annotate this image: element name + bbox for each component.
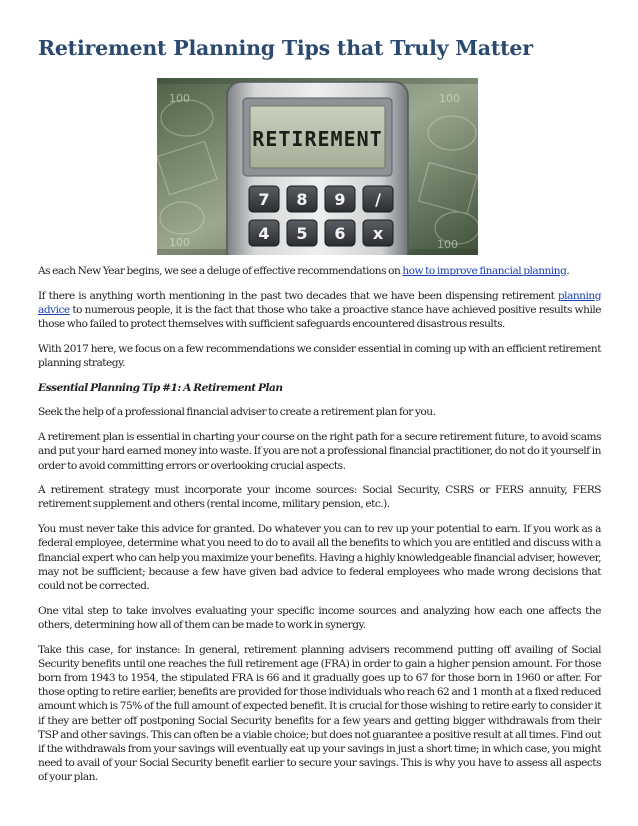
calculator-key-label: /	[375, 190, 381, 209]
link-improve-financial-planning[interactable]: how to improve financial planning	[402, 265, 567, 277]
calculator-key-label: 6	[334, 224, 346, 243]
calculator-key-label: 5	[296, 224, 308, 243]
link-planning-advice[interactable]: planning advice	[38, 289, 601, 316]
calculator-key-label: 7	[258, 190, 270, 209]
calculator-key-label: 8	[296, 190, 308, 209]
paragraph-intro: As each New Year begins, we see a deluge of effective recommendations on how to improve financial planning.	[38, 265, 570, 277]
hero-image-retirement-calculator	[157, 78, 478, 255]
paragraph-proactive: If there is anything worth mentioning in the past two decades that we have been dispensing retirement planning advice to numerous people, it is the fact that those who take a proactive stance have achieved positive results while those who failed to protect themselves with sufficient safeguards encountered disastrous results.	[38, 289, 601, 331]
calculator-key-label: 4	[258, 224, 270, 243]
svg-text:100: 100	[169, 92, 190, 105]
paragraph-retirement-plan: A retirement plan is essential in charting your course on the right path for a secure retirement future, to avoid scams and put your hard earned money into waste. If you are not a professional financial practitioner, do not do it yourself in order to avoid committing errors or overlooking crucial aspects.	[38, 431, 601, 472]
paragraph-never-take-for-granted: You must never take this advice for granted. Do whatever you can to rev up your potential to earn. If you work as a federal employee, determine what you need to do to avail all the benefits to which you are entitled and discuss with a financial expert who can help you maximize your benefits. Having a highly knowledgeable financial adviser, however, may not be sufficient; because a few have given bad advice to federal employees who made wrong decisions that could not be corrected.	[38, 523, 601, 592]
display-text: RETIREMENT	[252, 127, 383, 151]
paragraph-evaluate-income: One vital step to take involves evaluating your specific income sources and analyzing how each one affects the others, determining how all of them can be made to work in synergy.	[38, 604, 601, 631]
calculator-key-label: x	[372, 224, 384, 243]
article-body	[38, 264, 601, 795]
paragraph-case-example: Take this case, for instance: In general, retirement planning advisers recommend putting off availing of Social Security benefits until one reaches the full retirement age (FRA) in order to gain a higher pension amount. For those born from 1943 to 1954, the stipulated FRA is 66 and it gradually goes up to 67 for those born in 1960 or after. For those opting to retire earlier, benefits are provided for those individuals who reach 62 and 1 month at a fixed reduced amount which is 75% of the full amount of expected benefit. It is crucial for those wishing to retire early to consider it if they are better off postponing Social Security benefits for a few years and getting bigger withdrawals from their TSP and other savings. This can often be a viable choice; but does not guarantee a positive result at all times. Find out if the withdrawals from your savings will eventually eat up your savings in just a short time; in which case, you might need to avail of your Social Security benefit earlier to secure your savings. This is why you have to assess all aspects of your plan.	[38, 643, 601, 784]
paragraph-income-sources: A retirement strategy must incorporate your income sources: Social Security, CSRS or FERS annuity, FERS retirement supplement and others (rental income, military pension, etc.).	[38, 484, 601, 511]
svg-text:100: 100	[437, 238, 458, 251]
page-title: Retirement Planning Tips that Truly Matter	[38, 36, 533, 60]
svg-text:100: 100	[439, 92, 460, 105]
svg-text:100: 100	[169, 236, 190, 249]
section-heading-tip-1: Essential Planning Tip #1: A Retirement Plan	[38, 381, 283, 394]
paragraph-seek-help: Seek the help of a professional financial adviser to create a retirement plan for you.	[38, 406, 436, 419]
paragraph-2017: With 2017 here, we focus on a few recommendations we consider essential in coming up with an efficient retirement planning strategy.	[38, 342, 601, 370]
calculator-key-label: 9	[334, 190, 346, 209]
